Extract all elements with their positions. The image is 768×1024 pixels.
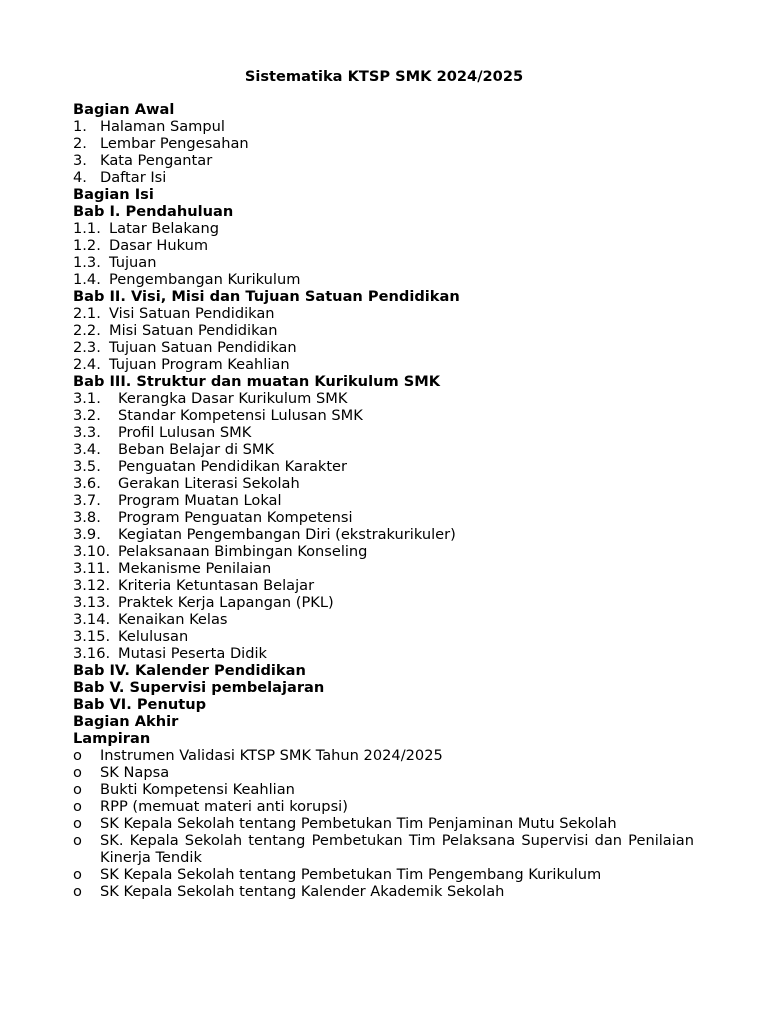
list-item-number: 1. xyxy=(73,118,87,135)
lampiran-item-text: SK Kepala Sekolah tentang Pembetukan Tim Penjaminan Mutu Sekolah xyxy=(100,815,617,832)
chapter-heading-bab-5: Bab V. Supervisi pembelajaran xyxy=(73,679,325,696)
list-item-text: Standar Kompetensi Lulusan SMK xyxy=(118,407,363,424)
list-item-text: Kegiatan Pengembangan Diri (ekstrakurikuler) xyxy=(118,526,456,543)
document-content xyxy=(73,101,694,900)
section-heading-lampiran: Lampiran xyxy=(73,730,151,747)
list-item-number: 2. xyxy=(73,135,87,152)
list-item-text: Penguatan Pendidikan Karakter xyxy=(118,458,348,475)
chapter-heading-bab-6: Bab VI. Penutup xyxy=(73,696,207,713)
list-item-number: 3.1. xyxy=(73,390,101,407)
lampiran-item-text: RPP (memuat materi anti korupsi) xyxy=(100,798,348,815)
bullet-marker: o xyxy=(73,866,82,883)
list-item-number: 3.16. xyxy=(73,645,111,662)
list-item xyxy=(73,152,694,169)
list-item-text: Kerangka Dasar Kurikulum SMK xyxy=(118,390,348,407)
list-item-text: Kelulusan xyxy=(118,628,189,645)
list-item-text: Tujuan Program Keahlian xyxy=(109,356,290,373)
list-item-number: 2.4. xyxy=(73,356,101,373)
lampiran-item xyxy=(73,781,694,798)
list-item xyxy=(73,118,694,135)
lampiran-item xyxy=(73,747,694,764)
list-item-number: 3.5. xyxy=(73,458,101,475)
lampiran-item xyxy=(73,815,694,832)
list-item xyxy=(73,390,694,407)
lampiran-item xyxy=(73,866,694,883)
list-item xyxy=(73,441,694,458)
bullet-marker: o xyxy=(73,764,82,781)
list-item-number: 2.1. xyxy=(73,305,101,322)
list-item-number: 3.2. xyxy=(73,407,101,424)
lampiran-item-text: SK Kepala Sekolah tentang Pembetukan Tim Pengembang Kurikulum xyxy=(100,866,602,883)
list-item-text: Daftar Isi xyxy=(100,169,167,186)
list-item-text: Halaman Sampul xyxy=(100,118,225,135)
lampiran-item xyxy=(73,832,694,866)
list-item-number: 4. xyxy=(73,169,87,186)
list-item-text: Pengembangan Kurikulum xyxy=(109,271,301,288)
lampiran-item-text: SK Kepala Sekolah tentang Kalender Akademik Sekolah xyxy=(100,883,505,900)
list-item xyxy=(73,594,694,611)
list-item xyxy=(73,577,694,594)
list-item-text: Dasar Hukum xyxy=(109,237,209,254)
list-bab-2 xyxy=(73,305,694,373)
bullet-marker: o xyxy=(73,832,82,849)
list-item-text: Kriteria Ketuntasan Belajar xyxy=(118,577,315,594)
list-item-number: 3.7. xyxy=(73,492,101,509)
list-item-number: 3.14. xyxy=(73,611,111,628)
list-item xyxy=(73,475,694,492)
list-item xyxy=(73,458,694,475)
chapter-heading-bab-3: Bab III. Struktur dan muatan Kurikulum SMK xyxy=(73,373,441,390)
list-item-text: Profil Lulusan SMK xyxy=(118,424,252,441)
list-item-text: Program Penguatan Kompetensi xyxy=(118,509,353,526)
list-item-text: Beban Belajar di SMK xyxy=(118,441,275,458)
list-item xyxy=(73,628,694,645)
list-item-number: 3.13. xyxy=(73,594,111,611)
list-item-number: 3.10. xyxy=(73,543,111,560)
bullet-marker: o xyxy=(73,798,82,815)
list-item xyxy=(73,220,694,237)
list-bab-3 xyxy=(73,390,694,662)
list-item-number: 3.6. xyxy=(73,475,101,492)
list-item-number: 3.15. xyxy=(73,628,111,645)
bullet-marker: o xyxy=(73,883,82,900)
list-item-number: 2.2. xyxy=(73,322,101,339)
list-item-number: 3.12. xyxy=(73,577,111,594)
list-item-number: 1.4. xyxy=(73,271,101,288)
list-lampiran xyxy=(73,747,694,900)
list-item-text: Gerakan Literasi Sekolah xyxy=(118,475,300,492)
list-item xyxy=(73,237,694,254)
list-item xyxy=(73,560,694,577)
lampiran-item xyxy=(73,798,694,815)
list-item xyxy=(73,339,694,356)
list-item-text: Tujuan Satuan Pendidikan xyxy=(109,339,297,356)
list-item xyxy=(73,169,694,186)
list-item-number: 1.2. xyxy=(73,237,101,254)
list-item xyxy=(73,305,694,322)
chapter-heading-bab-4: Bab IV. Kalender Pendidikan xyxy=(73,662,306,679)
section-heading-bagian-akhir: Bagian Akhir xyxy=(73,713,179,730)
list-item xyxy=(73,492,694,509)
lampiran-item-text: SK Napsa xyxy=(100,764,170,781)
list-item-text: Kata Pengantar xyxy=(100,152,213,169)
list-bagian-awal xyxy=(73,118,694,186)
lampiran-item-text: SK. Kepala Sekolah tentang Pembetukan Tim Pelaksana Supervisi dan Penilaian Kinerja Tendik xyxy=(100,832,694,866)
bullet-marker: o xyxy=(73,815,82,832)
bullet-marker: o xyxy=(73,747,82,764)
section-heading-bagian-isi: Bagian Isi xyxy=(73,186,154,203)
lampiran-item xyxy=(73,764,694,781)
list-item-text: Tujuan xyxy=(109,254,157,271)
list-item-number: 1.1. xyxy=(73,220,101,237)
list-item-number: 3. xyxy=(73,152,87,169)
list-item-text: Praktek Kerja Lapangan (PKL) xyxy=(118,594,334,611)
list-item-text: Pelaksanaan Bimbingan Konseling xyxy=(118,543,368,560)
list-item-number: 3.9. xyxy=(73,526,101,543)
lampiran-item-text: Instrumen Validasi KTSP SMK Tahun 2024/2025 xyxy=(100,747,443,764)
list-item xyxy=(73,611,694,628)
list-item-text: Lembar Pengesahan xyxy=(100,135,249,152)
list-item xyxy=(73,254,694,271)
list-item xyxy=(73,424,694,441)
chapter-heading-bab-2: Bab II. Visi, Misi dan Tujuan Satuan Pendidikan xyxy=(73,288,460,305)
list-item-text: Misi Satuan Pendidikan xyxy=(109,322,278,339)
list-item xyxy=(73,543,694,560)
list-item-text: Latar Belakang xyxy=(109,220,220,237)
lampiran-item-text: Bukti Kompetensi Keahlian xyxy=(100,781,295,798)
list-item-number: 2.3. xyxy=(73,339,101,356)
list-item-text: Mutasi Peserta Didik xyxy=(118,645,268,662)
list-item-number: 3.4. xyxy=(73,441,101,458)
list-item-text: Kenaikan Kelas xyxy=(118,611,228,628)
list-item xyxy=(73,356,694,373)
list-item xyxy=(73,509,694,526)
list-item-text: Program Muatan Lokal xyxy=(118,492,282,509)
list-item xyxy=(73,322,694,339)
list-item xyxy=(73,407,694,424)
list-bab-1 xyxy=(73,220,694,288)
list-item-number: 3.3. xyxy=(73,424,101,441)
document-title: Sistematika KTSP SMK 2024/2025 xyxy=(244,68,524,85)
list-item-number: 3.8. xyxy=(73,509,101,526)
list-item xyxy=(73,135,694,152)
list-item-number: 3.11. xyxy=(73,560,111,577)
list-item-text: Visi Satuan Pendidikan xyxy=(109,305,275,322)
list-item xyxy=(73,271,694,288)
list-item xyxy=(73,645,694,662)
section-heading-bagian-awal: Bagian Awal xyxy=(73,101,175,118)
list-item-text: Mekanisme Penilaian xyxy=(118,560,272,577)
chapter-heading-bab-1: Bab I. Pendahuluan xyxy=(73,203,234,220)
bullet-marker: o xyxy=(73,781,82,798)
list-item xyxy=(73,526,694,543)
list-item-number: 1.3. xyxy=(73,254,101,271)
lampiran-item xyxy=(73,883,694,900)
